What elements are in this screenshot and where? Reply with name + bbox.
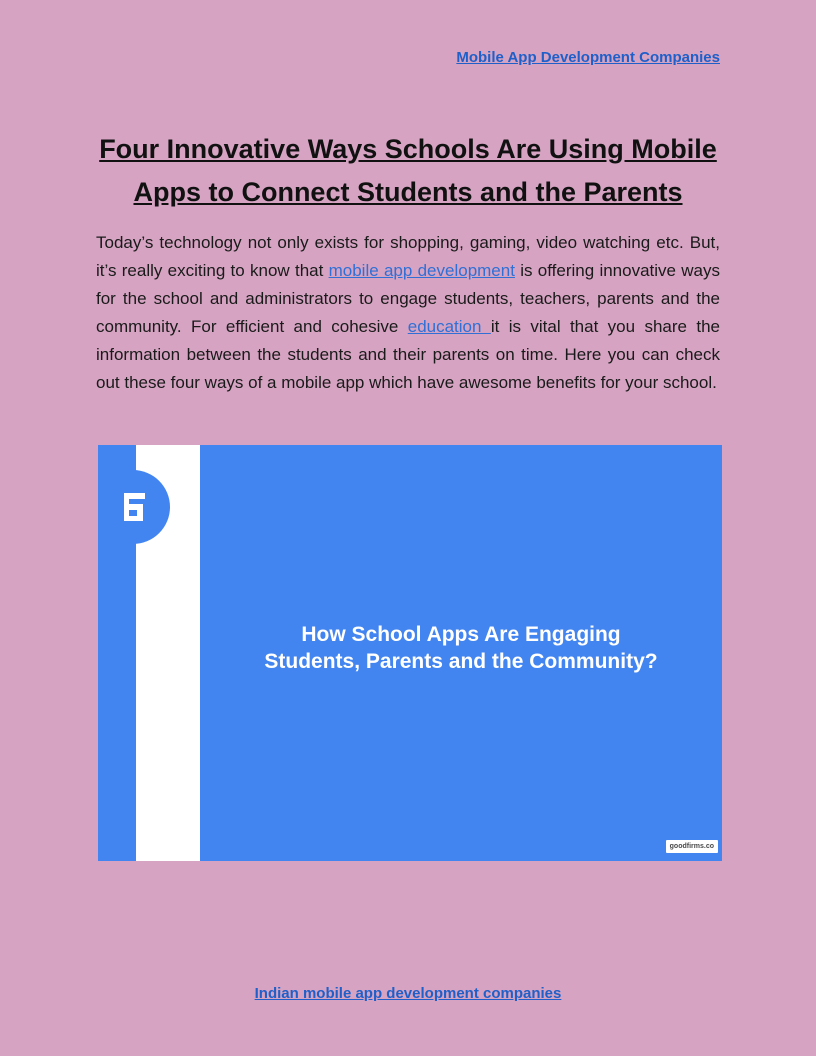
- article-banner-image: [98, 445, 722, 861]
- intro-text-part3: it is vital that you share the information between the students and their parents on time. Here you can check out these four ways of a mobile app which have awesome benefits for your school.: [96, 317, 720, 392]
- header-link[interactable]: Mobile App Development Companies: [456, 49, 720, 66]
- page-title: Four Innovative Ways Schools Are Using Mobile Apps to Connect Students and the Parents: [99, 134, 717, 207]
- footer-link[interactable]: Indian mobile app development companies: [254, 985, 562, 1002]
- goodfirms-badge: goodfirms.co: [666, 840, 718, 853]
- footer: [0, 985, 816, 1002]
- banner-heading-line1: How School Apps Are Engaging: [301, 623, 621, 646]
- mobile-app-development-link[interactable]: mobile app development: [328, 261, 515, 280]
- goodfirms-logo: [98, 470, 170, 544]
- intro-text-part2: is offering innovative ways for the school and administrators to engage students, teachers, parents and the community. For efficient and cohesive: [96, 261, 721, 336]
- intro-text-part1: Today’s technology not only exists for shopping, gaming, video watching etc. But, it’s really exciting to know that: [96, 233, 720, 280]
- intro-paragraph: [96, 229, 720, 397]
- banner-heading-line2: Students, Parents and the Community?: [264, 650, 658, 673]
- goodfirms-logo-icon: [116, 491, 148, 523]
- education-link[interactable]: education: [407, 317, 491, 336]
- banner-heading: [200, 621, 722, 675]
